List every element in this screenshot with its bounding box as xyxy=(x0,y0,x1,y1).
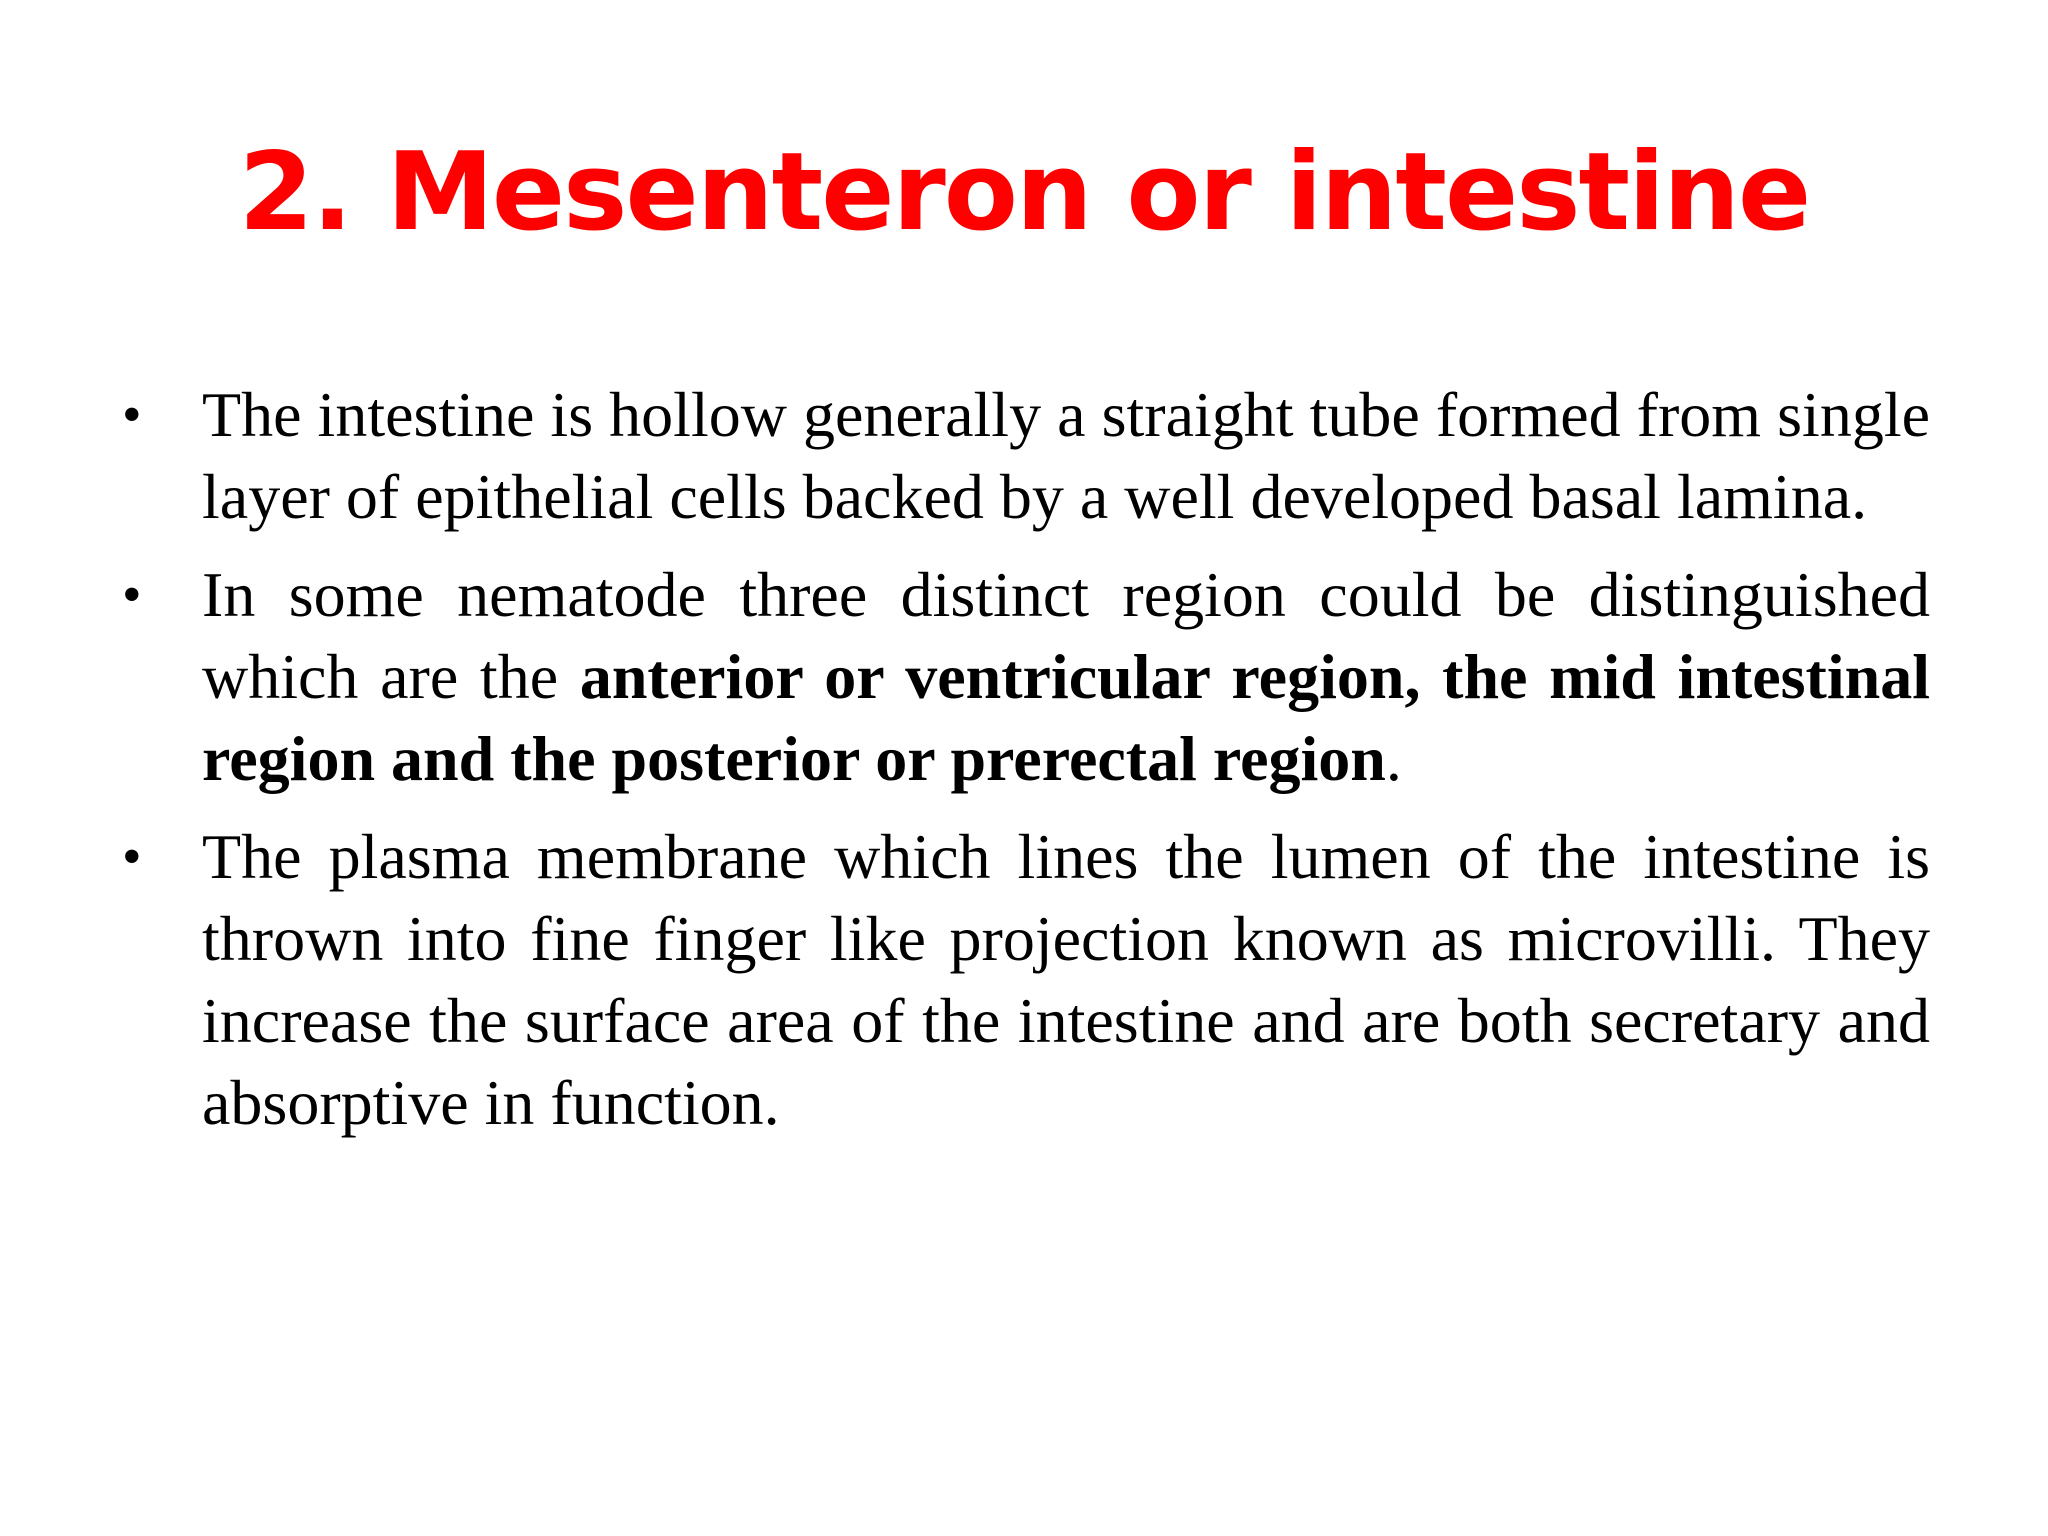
bullet-text: The intestine is hollow generally a straight tube formed from single layer of epithelial cells backed by a well developed basal lamina. xyxy=(202,379,1930,532)
slide-title: 2. Mesenteron or intestine xyxy=(238,130,1810,255)
bullet-text-intro: In some nematode three distinct region could be distinguished which are the xyxy=(202,559,1930,712)
bullet-text: The plasma membrane which lines the lumen of the intestine is thrown into fine finger like projection known as microvilli. They increase the surface area of the intestine and are both secretary and absorptive in function. xyxy=(202,821,1930,1138)
bullet-item-microvilli xyxy=(114,816,1930,1144)
bullet-icon: • xyxy=(122,384,142,446)
bullet-icon: • xyxy=(122,826,142,888)
bullet-text-emphasis: anterior or ventricular region, the mid intestinal region and the posterior or prerectal region xyxy=(202,641,1931,794)
bullet-item-intestine-regions xyxy=(114,554,1930,800)
bullet-list xyxy=(114,374,1930,1160)
bullet-item-intestine-structure xyxy=(114,374,1930,538)
bullet-icon: • xyxy=(122,564,142,626)
bullet-text-end: . xyxy=(1385,723,1402,794)
